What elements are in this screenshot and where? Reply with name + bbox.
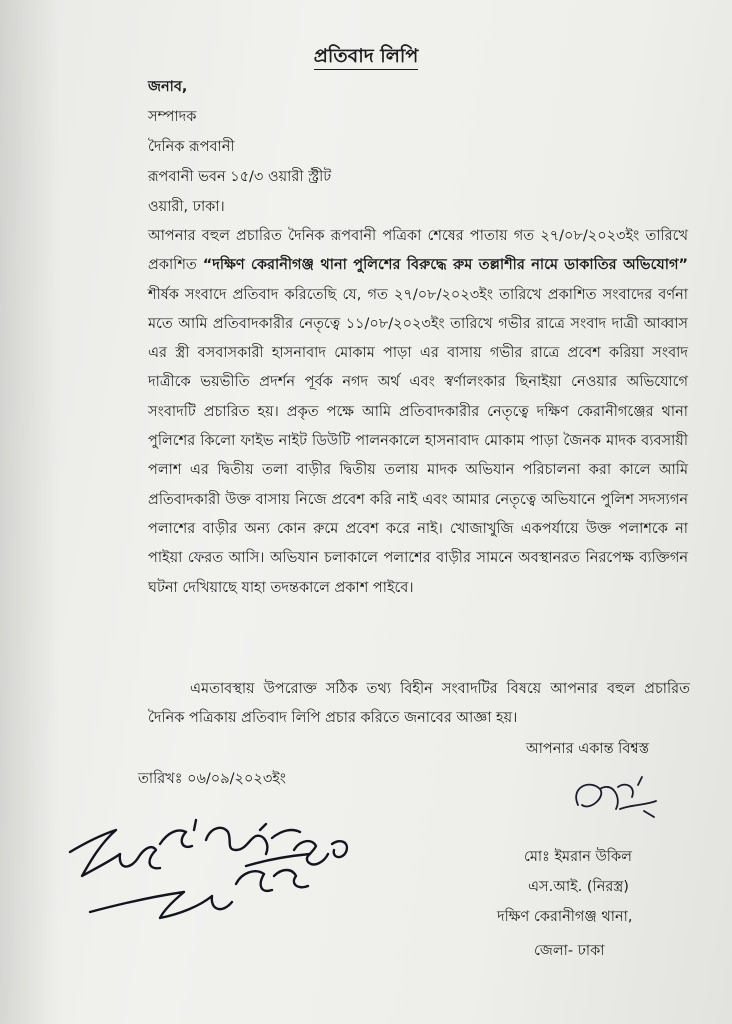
salutation: জনাব, <box>148 79 188 95</box>
address-line-area: ওয়ারী, ঢাকা। <box>148 199 225 215</box>
letter-date: তারিখঃ ০৬/০৯/২০২৩ইং <box>138 771 287 787</box>
letter-title <box>0 42 732 74</box>
news-headline: “দক্ষিণ কেরানীগঞ্জ থানা পুলিশের বিরুদ্ধে রুম তল্লাশীর নামে ডাকাতির অভিযোগ” <box>202 257 688 274</box>
signatory-rank: এস.আই. (নিরস্ত্র) <box>528 879 629 895</box>
body-text-request: এমতাবস্থায় উপরোক্ত সঠিক তথ্য বিহীন সংবাদটির বিষয়ে আপনার বহুল প্রচারিত দৈনিক পত্রিকায় প্রতিবাদ লিপি প্রচার করিতে জনাবের আজ্ঞা হয়। <box>148 681 690 726</box>
signatory-district: জেলা- ঢাকা <box>534 943 605 959</box>
closing-line: আপনার একান্ত বিশ্বস্ত <box>526 741 650 757</box>
officer-signature <box>560 775 670 835</box>
body-paragraph-2 <box>148 675 690 733</box>
address-line-building: রূপবানী ভবন ১৫/৩ ওয়ারী স্ট্রীট <box>148 169 332 185</box>
address-line-newspaper: দৈনিক রূপবানী <box>148 139 235 155</box>
received-handwritten-signature <box>60 810 360 940</box>
signatory-name: মোঃ ইমরান উকিল <box>524 849 632 865</box>
signatory-station: দক্ষিণ কেরানীগঞ্জ থানা, <box>497 909 633 925</box>
paper-shadow <box>0 0 60 1024</box>
body-paragraph-1 <box>148 222 688 603</box>
body-text-main: শীর্ষক সংবাদে প্রতিবাদ করিতেছি যে, গত ২৭/০৮/২০২৩ইং তারিখে প্রকাশিত সংবাদের বর্ণনা মতে আমি প্রতিবাদকারীর নেতৃত্বে ১১/০৮/২০২৩ইং তারিখে গভীর রাত্রে সংবাদ দাত্রী আব্বাস এর স্ত্রী বসবাসকারী হাসনাবাদ মোকাম পাড়া এর বাসায় গভীর রাত্রে প্রবেশ করিয়া সংবাদ দাত্রীকে ভয়ভীতি প্রদর্শন পূর্বক নগদ অর্থ এবং স্বর্ণালংকার ছিনাইয়া নেওয়ার অভিযোগে সংবাদটি প্রচারিত হয়। প্রকৃত পক্ষে আমি প্রতিবাদকারীর নেতৃত্বে দক্ষিণ কেরানীগঞ্জের থানা পুলিশের কিলো ফাইভ নাইট ডিউটি পালনকালে হাসনাবাদ মোকাম পাড়া জৈনক মাদক ব্যবসায়ী পলাশ এর দ্বিতীয় তলা বাড়ীর দ্বিতীয় তলায় মাদক অভিযান পরিচালনা করা কালে আমি প্রতিবাদকারী উক্ত বাসায় নিজে প্রবেশ করি নাই এবং আমার নেতৃত্বে অভিযানে পুলিশ সদস্যগন পলাশের বাড়ীর অন্য কোন রুমে প্রবেশ করে নাই। খোজাখুজি একপর্যায়ে উক্ত পলাশকে না পাইয়া ফেরত আসি। অভিযান চলাকালে পলাশের বাড়ীর সামনে অবস্থানরত নিরপেক্ষ ব্যক্তিগন ঘটনা দেখিয়াছে যাহা তদন্তকালে প্রকাশ পাইবে। <box>148 286 688 596</box>
address-line-editor: সম্পাদক <box>148 109 197 125</box>
body-text-intro: আপনার বহুল প্রচারিত দৈনিক রূপবানী পত্রিকা শেষের পাতায় গত ২৭/০৮/২০২৩ইং তারিখে প্রকাশিত <box>148 228 688 274</box>
letter-title-text: প্রতিবাদ লিপি <box>314 45 418 70</box>
